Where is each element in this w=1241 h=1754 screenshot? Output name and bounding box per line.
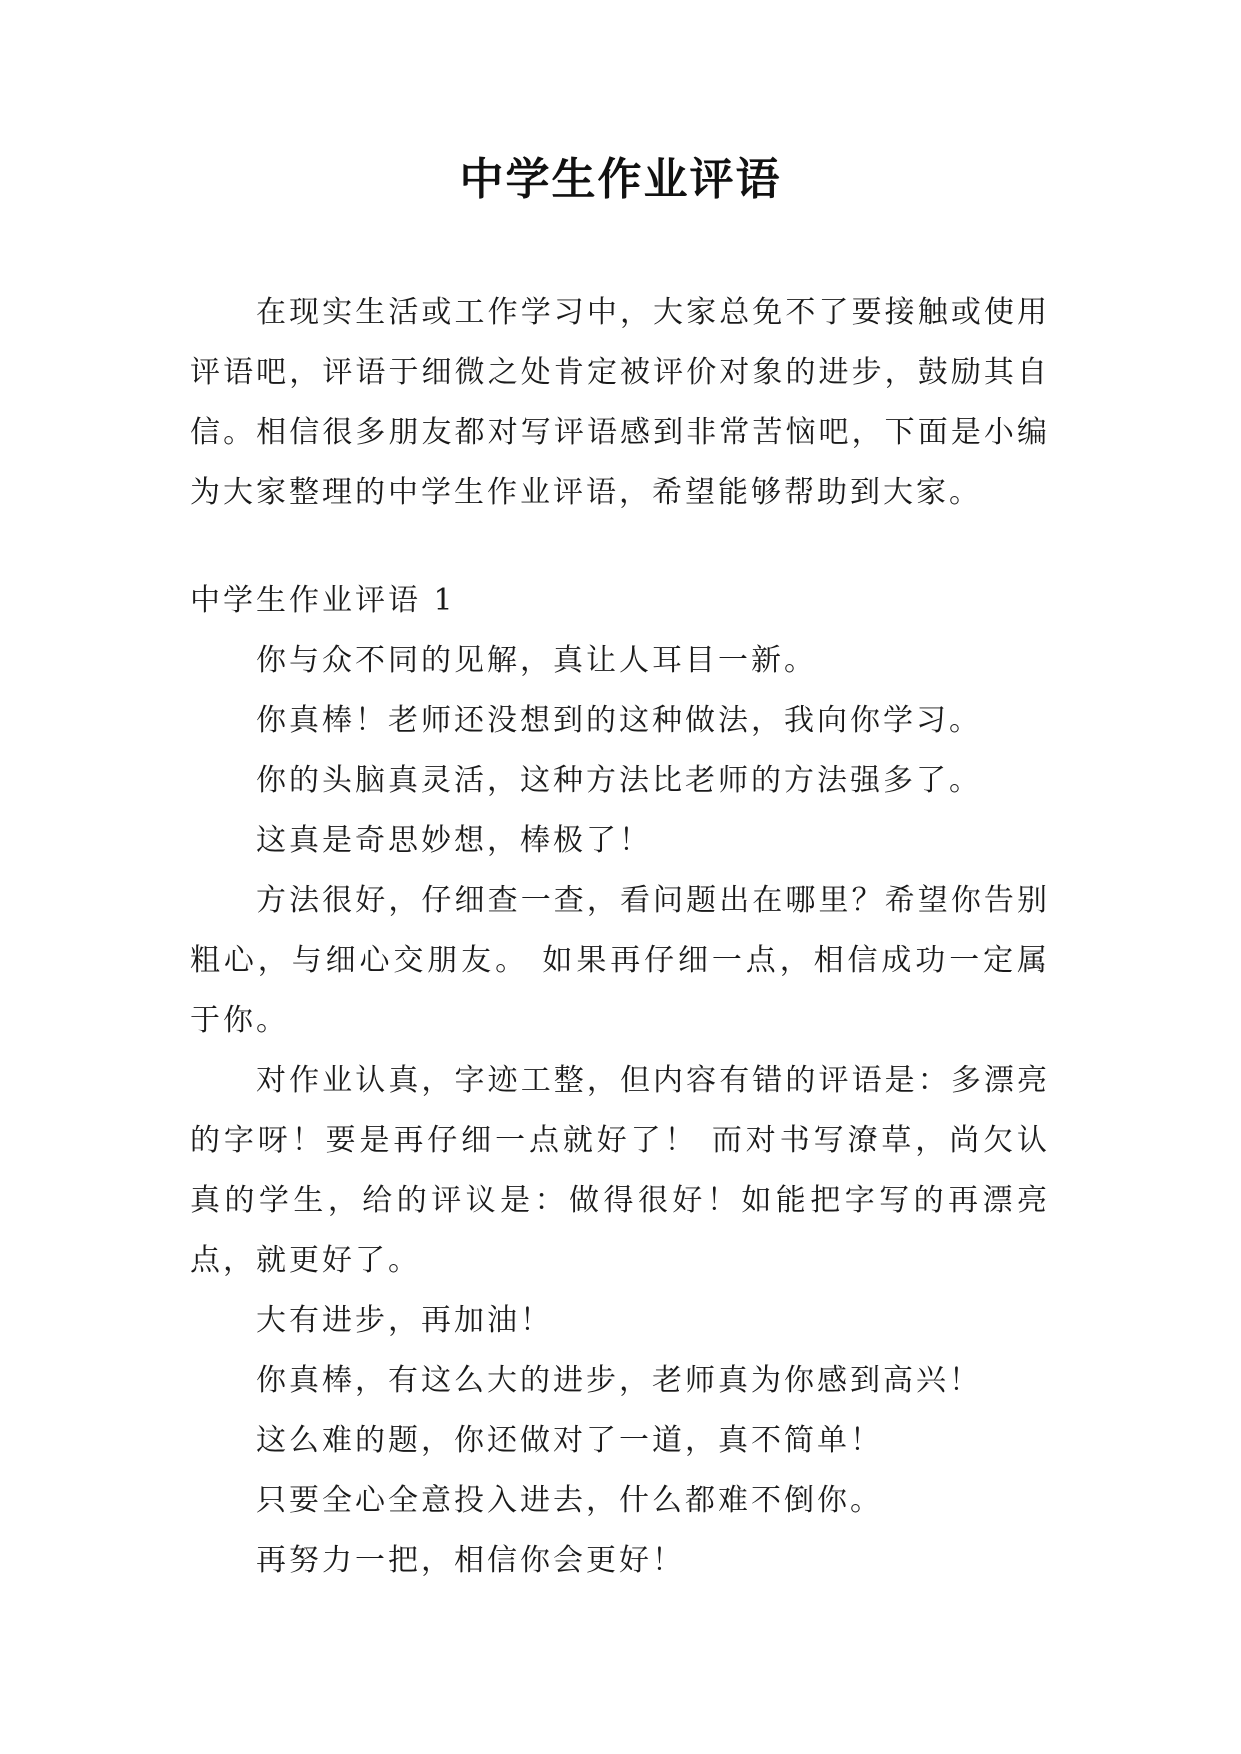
section-heading: 中学生作业评语 1 bbox=[190, 583, 456, 618]
comment-paragraph: 对作业认真，字迹工整，但内容有错的评语是：多漂亮的字呀！要是再仔细一点就好了！ 而对书写潦草，尚欠认真的学生，给的评议是：做得很好！如能把字写的再漂亮点，就更好了。 bbox=[190, 1063, 1050, 1278]
intro-paragraph: 在现实生活或工作学习中，大家总免不了要接触或使用评语吧，评语于细微之处肯定被评价对象的进步，鼓励其自信。相信很多朋友都对写评语感到非常苦恼吧，下面是小编为大家整理的中学生作业评语，希望能够帮助到大家。 bbox=[190, 295, 1050, 510]
document-body bbox=[190, 283, 1050, 1591]
comment-paragraph: 你真棒！老师还没想到的这种做法，我向你学习。 bbox=[256, 703, 982, 738]
comment-paragraph: 你的头脑真灵活，这种方法比老师的方法强多了。 bbox=[256, 763, 982, 798]
comment-paragraph: 你与众不同的见解，真让人耳目一新。 bbox=[256, 643, 817, 678]
comment-paragraph: 大有进步，再加油！ bbox=[256, 1303, 553, 1338]
comment-paragraph: 方法很好，仔细查一查，看问题出在哪里？希望你告别粗心，与细心交朋友。 如果再仔细一点，相信成功一定属于你。 bbox=[190, 883, 1050, 1038]
document-title: 中学生作业评语 bbox=[459, 154, 782, 205]
comment-paragraph: 这么难的题，你还做对了一道，真不简单！ bbox=[256, 1423, 883, 1458]
comment-paragraph: 只要全心全意投入进去，什么都难不倒你。 bbox=[256, 1483, 883, 1518]
comment-paragraph: 再努力一把，相信你会更好！ bbox=[256, 1543, 685, 1578]
comment-paragraph: 这真是奇思妙想，棒极了！ bbox=[256, 823, 652, 858]
comment-paragraph: 你真棒，有这么大的进步，老师真为你感到高兴！ bbox=[256, 1363, 982, 1398]
